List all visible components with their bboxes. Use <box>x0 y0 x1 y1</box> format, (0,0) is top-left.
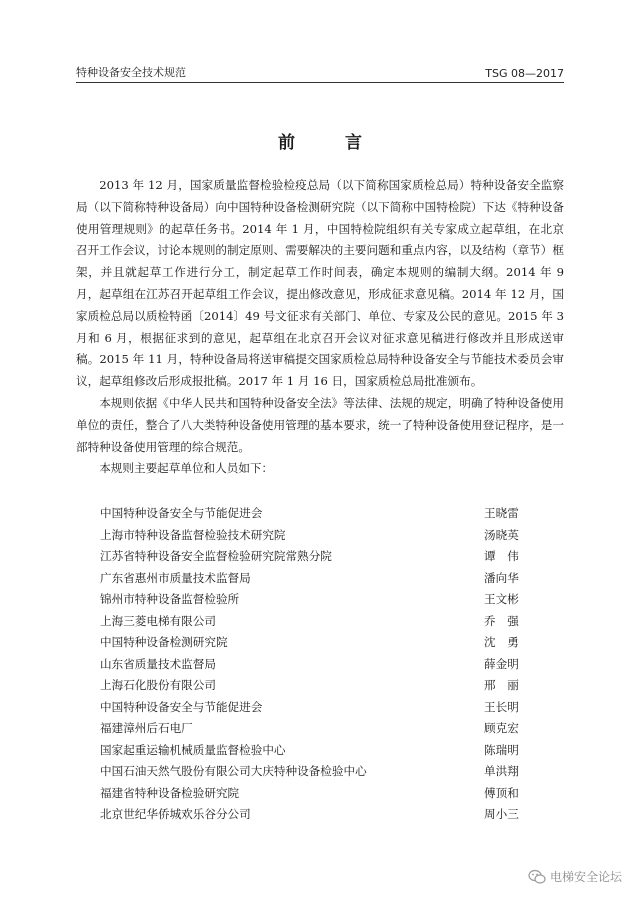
drafter-unit: 江苏省特种设备安全监督检验研究院常熟分院 <box>100 549 332 563</box>
drafter-person: 王晓雷 <box>484 506 519 520</box>
drafter-unit: 福建漳州后石电厂 <box>100 721 193 735</box>
paragraph-drafters-intro: 本规则主要起草单位和人员如下： <box>99 461 274 476</box>
list-item <box>100 697 540 719</box>
drafter-person: 薛金明 <box>484 656 519 671</box>
drafter-unit: 中国特种设备安全与节能促进会 <box>100 506 263 520</box>
list-item <box>100 611 540 633</box>
drafters-list <box>100 503 540 826</box>
drafter-unit: 上海市特种设备监督检验技术研究院 <box>100 527 286 542</box>
paragraph-history: 2013 年 12 月，国家质量监督检验检疫总局（以下简称国家质检总局）特种设备安全监察局（以下简称特种设备局）向中国特种设备检测研究院（以下简称中国特检院）下达《特种设备使用管理规则》的起草任务书。2014 年 1 月，中国特检院组织有关专家成立起草组，在北京召开工作会议，讨论本规则的制定原则、需要解决的主要问题和重点内容，以及结构（章节）框架，并且就起草工作进行分工，制定起草工作时间表，确定本规则的编制大纲。2014 年 9 月，起草组在江苏召开起草组工作会议，提出修改意见，形成征求意见稿。2014 年 12 月，国家质检总局以质检特函〔2014〕49 号文征求有关部门、单位、专家及公民的意见。2015 年 3 月和 6 月，根据征求到的意见，起草组在北京召开会议对征求意见稿进行修改并且形成送审稿。2015 年 11 月，特种设备局将送审稿提交国家质检总局特种设备安全与节能技术委员会审议，起草组修改后形成报批稿。2017 年 1 月 16 日，国家质检总局批准颁布。 <box>76 178 564 389</box>
list-item <box>100 804 540 826</box>
drafter-unit: 福建省特种设备检验研究院 <box>100 785 240 800</box>
list-item <box>100 632 540 654</box>
drafter-unit: 上海石化股份有限公司 <box>100 678 216 692</box>
header-divider <box>76 82 564 83</box>
list-item <box>100 761 540 783</box>
drafter-unit: 中国特种设备安全与节能促进会 <box>100 699 263 714</box>
drafter-unit: 北京世纪华侨城欢乐谷分公司 <box>100 807 251 821</box>
drafter-unit: 国家起重运输机械质量监督检验中心 <box>100 742 286 757</box>
drafter-unit: 上海三菱电梯有限公司 <box>100 613 216 628</box>
list-item <box>100 503 540 525</box>
list-item <box>100 525 540 547</box>
drafter-person: 潘向华 <box>484 570 519 585</box>
drafter-person: 傅顶和 <box>484 785 519 800</box>
drafter-person: 陈瑞明 <box>484 742 519 757</box>
drafter-unit: 山东省质量技术监督局 <box>100 656 216 671</box>
page-title: 前 言 <box>278 133 384 153</box>
drafter-person: 单洪翔 <box>484 764 519 778</box>
drafter-unit: 广东省惠州市质量技术监督局 <box>100 570 251 585</box>
watermark-text: 电梯安全论坛 <box>549 870 622 884</box>
drafter-unit: 锦州市特种设备监督检验所 <box>100 592 240 606</box>
list-item <box>100 568 540 590</box>
drafter-person: 王长明 <box>484 699 519 714</box>
drafter-person: 谭 伟 <box>484 549 519 563</box>
list-item <box>100 740 540 762</box>
drafter-unit: 中国石油天然气股份有限公司大庆特种设备检验中心 <box>100 764 367 778</box>
list-item <box>100 718 540 740</box>
list-item <box>100 654 540 676</box>
paragraph-purpose: 本规则依据《中华人民共和国特种设备安全法》等法律、法规的规定，明确了特种设备使用单位的责任，整合了八大类特种设备使用管理的基本要求，统一了特种设备使用登记程序，是一部特种设备使用管理的综合规范。 <box>76 395 564 454</box>
drafter-person: 汤晓英 <box>484 527 519 542</box>
drafter-person: 周小三 <box>484 807 519 821</box>
drafter-unit: 中国特种设备检测研究院 <box>100 635 228 649</box>
drafter-person: 邢 丽 <box>484 678 519 692</box>
header-doc-category: 特种设备安全技术规范 <box>76 66 186 79</box>
preface-body <box>76 175 564 480</box>
list-item <box>100 546 540 568</box>
page-header <box>76 64 564 80</box>
header-doc-code: TSG 08—2017 <box>485 67 564 80</box>
wechat-icon <box>528 869 546 885</box>
drafter-person: 沈 勇 <box>484 635 519 649</box>
list-item <box>100 783 540 805</box>
drafter-person: 王文彬 <box>484 592 519 606</box>
list-item <box>100 589 540 611</box>
drafter-person: 乔 强 <box>484 613 519 628</box>
watermark <box>528 868 622 885</box>
list-item <box>100 675 540 697</box>
drafter-person: 顾克宏 <box>484 721 519 735</box>
